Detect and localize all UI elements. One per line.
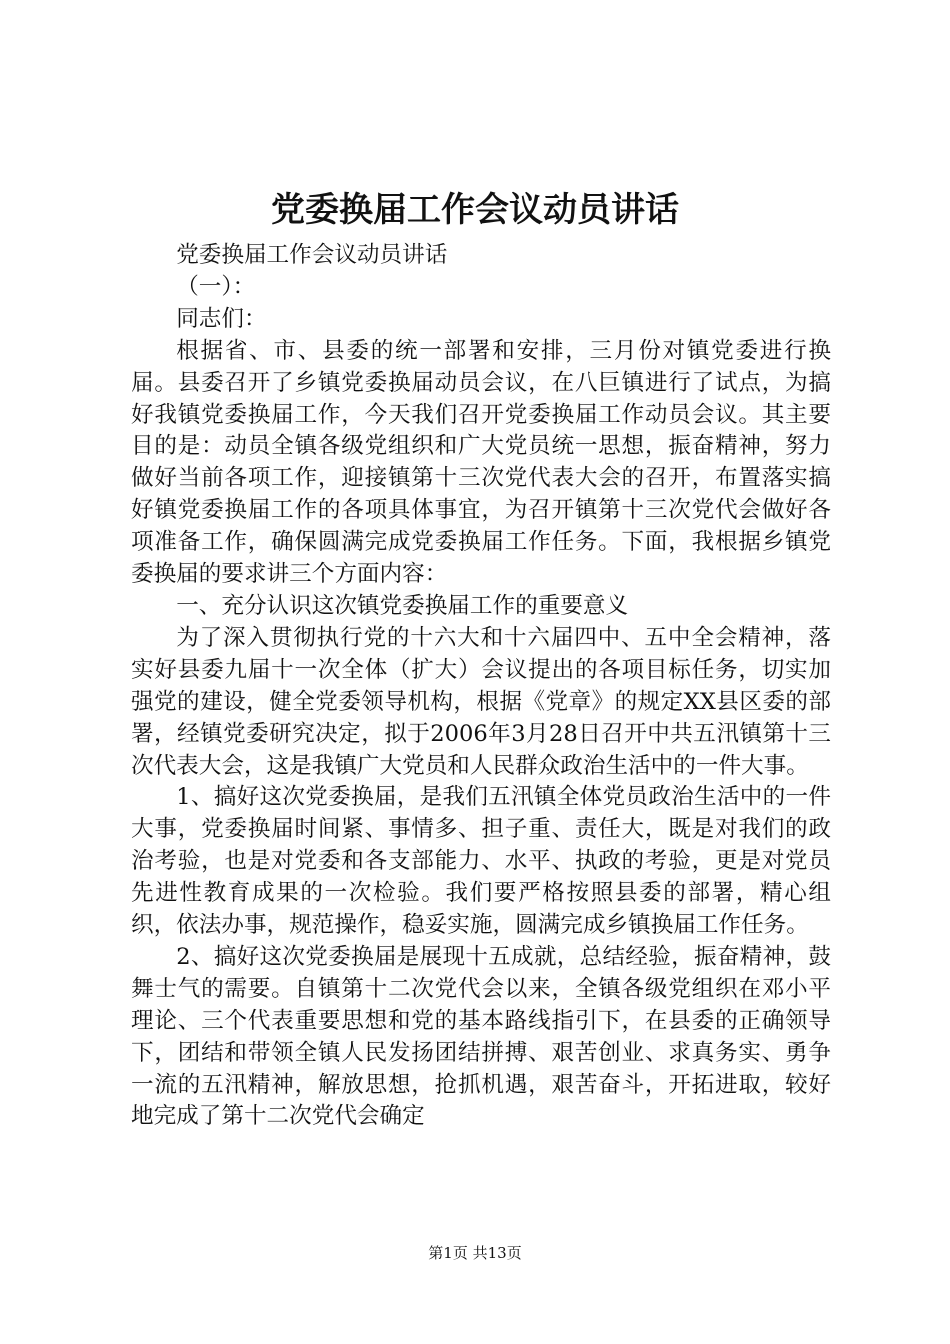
paragraph: 党委换届工作会议动员讲话 bbox=[176, 242, 448, 268]
paragraph: 2、搞好这次党委换届是展现十五成就，总结经验，振奋精神，鼓舞士气的需要。自镇第十二次党代会以来，全镇各级党组织在邓小平理论、三个代表重要思想和党的基本路线指引下，在县委的正确领导下，团结和带领全镇人民发扬团结拼搏、艰苦创业、求真务实、勇争一流的五汛精神，解放思想，抢抓机遇，艰苦奋斗，开拓进取，较好地完成了第十二次党代会确定 bbox=[131, 943, 831, 1130]
page-footer: 第1页 共13页 bbox=[428, 1244, 522, 1262]
document-body bbox=[131, 240, 831, 1133]
paragraph: 为了深入贯彻执行党的十六大和十六届四中、五中全会精神，落实好县委九届十一次全体（扩大）会议提出的各项目标任务，切实加强党的建设，健全党委领导机构，根据《党章》的规定XX县区委的部署，经镇党委研究决定，拟于2006年3月28日召开中共五汛镇第十三次代表大会，这是我镇广大党员和人民群众政治生活中的一件大事。 bbox=[131, 624, 831, 779]
document-title: 党委换届工作会议动员讲话 bbox=[271, 190, 679, 230]
paragraph: （一）： bbox=[176, 273, 256, 300]
paragraph: 同志们： bbox=[176, 305, 267, 332]
paragraph: 1、搞好这次党委换届，是我们五汛镇全体党员政治生活中的一件大事，党委换届时间紧、事情多、担子重、责任大，既是对我们的政治考验，也是对党委和各支部能力、水平、执政的考验，更是对党员先进性教育成果的一次检验。我们要严格按照县委的部署，精心组织，依法办事，规范操作，稳妥实施，圆满完成乡镇换届工作任务。 bbox=[131, 784, 831, 939]
section-heading: 一、充分认识这次镇党委换届工作的重要意义 bbox=[176, 592, 629, 619]
paragraph: 根据省、市、县委的统一部署和安排，三月份对镇党委进行换届。县委召开了乡镇党委换届动员会议，在八巨镇进行了试点，为搞好我镇党委换届工作，今天我们召开党委换届工作动员会议。其主要目的是：动员全镇各级党组织和广大党员统一思想，振奋精神，努力做好当前各项工作，迎接镇第十三次党代表大会的召开，布置落实搞好镇党委换届工作的各项具体事宜，为召开镇第十三次党代会做好各项准备工作，确保圆满完成党委换届工作任务。下面，我根据乡镇党委换届的要求讲三个方面内容： bbox=[131, 337, 831, 588]
